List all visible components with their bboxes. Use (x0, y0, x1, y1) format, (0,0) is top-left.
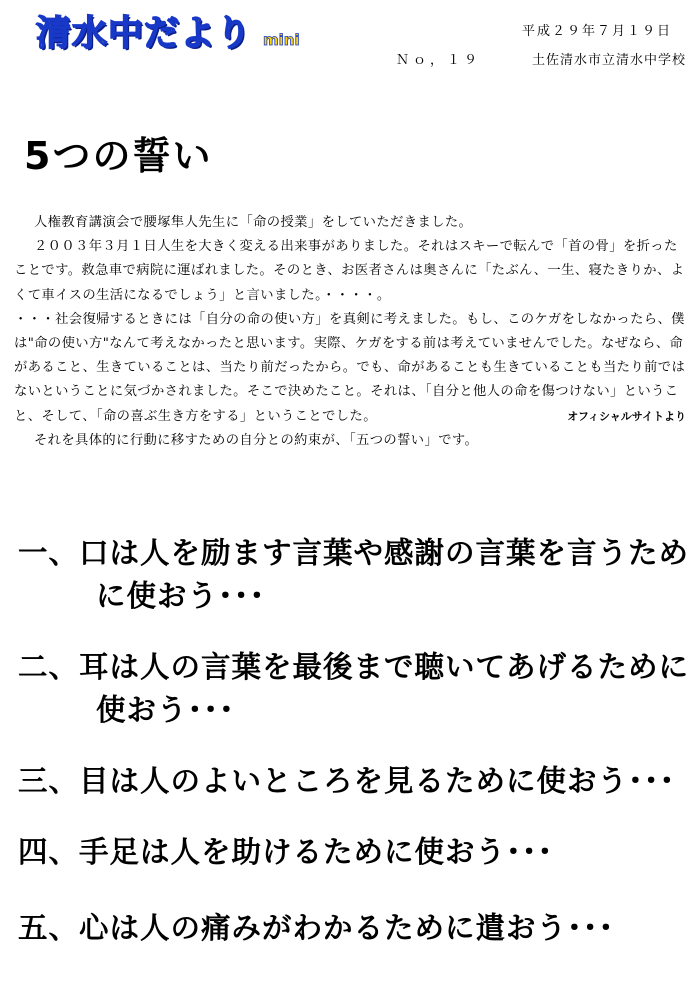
vow-item-heart: 五、心は人の痛みがわかるために遣おう･･･ (18, 911, 615, 945)
issue-number: Ｎｏ，１９ (396, 53, 482, 68)
paragraph-reflection-text: ・・・社会復帰するときには「自分の命の使い方」を真剣に考えました。もし、このケガをしなかったら、僕は"命の使い方"なんて考えなかったと思います。実際、ケガをする前は考えていませんでした。なぜなら、命があること、生きていることは、当たり前だったから。でも、命があることも生きていることも当たり前ではないということに気づかされました。そこで決めたこと。それは、「自分と他人の命を傷つけない」ということ、そして、「命の喜ぶ生き方をする」ということでした。 (14, 311, 686, 424)
vow-item-mouth: 一、口は人を励ます言葉や感謝の言葉を言うために使おう･･･ (18, 536, 690, 613)
paragraph-accident: ２００３年３月１日人生を大きく変える出来事がありました。それはスキーで転んで「首の骨」を折ったことです。救急車で病院に運ばれました。そのとき、お医者さんは奥さんに「たぶん、一生、寝たきりか、よくて車イスの生活になるでしょう」と言いました。・・・・。 (14, 239, 685, 303)
masthead (0, 0, 694, 75)
publication-date: 平成２９年７月１９日 (521, 24, 672, 39)
newsletter-logo-suffix: mini (263, 31, 300, 49)
vow-item-hands-feet: 四、手足は人を助けるために使おう･･･ (18, 835, 554, 869)
page-title: 5つの誓い (24, 134, 213, 178)
newsletter-logo: 清水中だより (36, 14, 253, 54)
vow-item-ears: 二、耳は人の言葉を最後まで聴いてあげるために使おう･･･ (18, 650, 690, 727)
source-credit: オフィシャルサイトより (567, 409, 686, 423)
paragraph-vows-intro: それを具体的に行動に移すための自分との約束が、「五つの誓い」です。 (33, 432, 479, 448)
school-name: 土佐清水市立清水中学校 (531, 53, 686, 68)
vows-list (18, 532, 690, 978)
paragraph-reflection (14, 308, 686, 429)
article-body (14, 211, 686, 453)
vow-item-eyes: 三、目は人のよいところを見るために使おう･･･ (18, 764, 676, 798)
paragraph-intro: 人権教育講演会で腰塚隼人先生に「命の授業」をしていただきました。 (33, 215, 473, 230)
